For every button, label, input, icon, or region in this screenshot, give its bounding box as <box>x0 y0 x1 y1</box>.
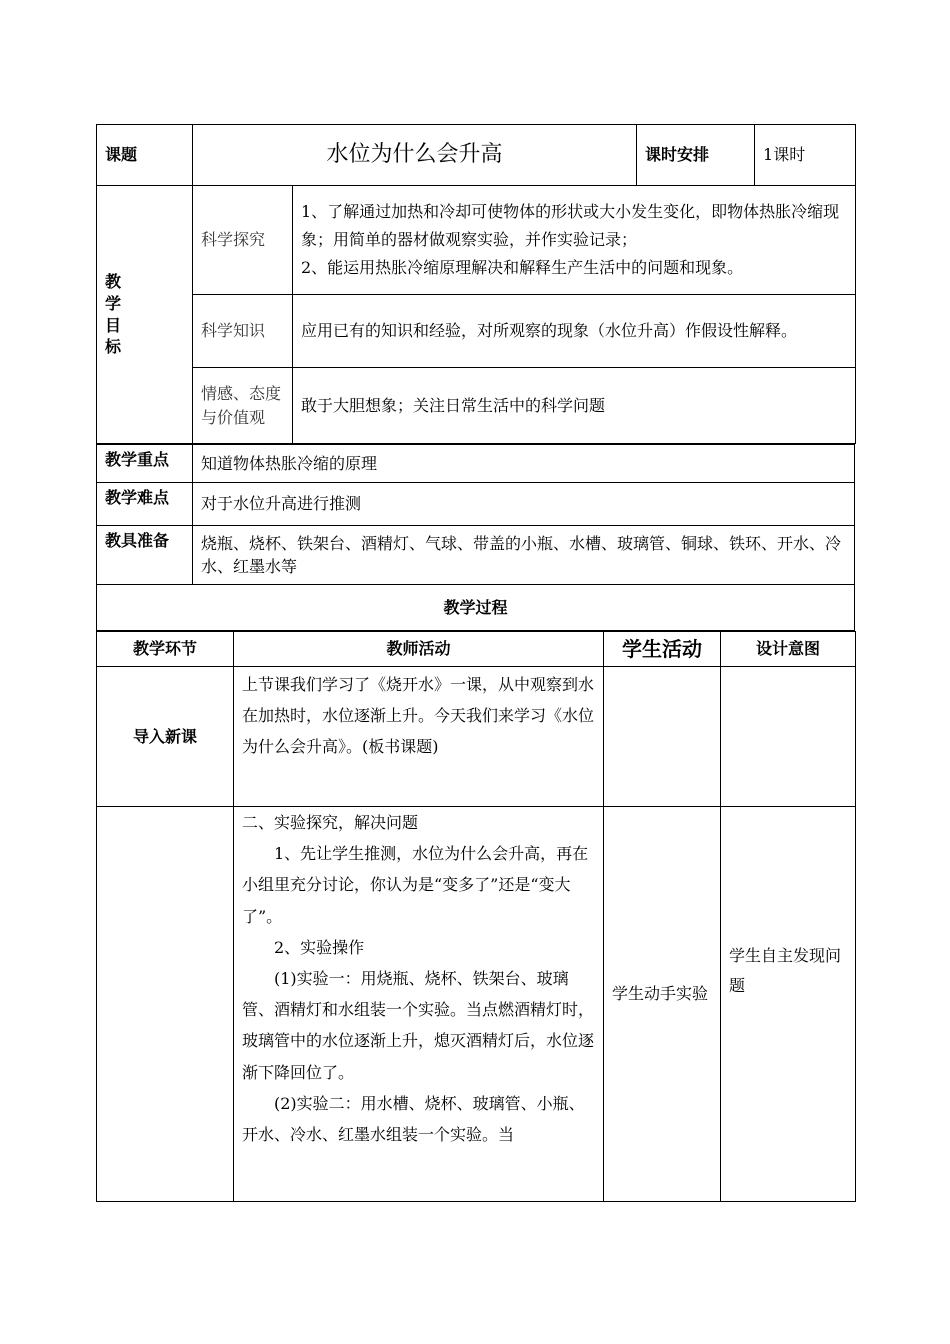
teacher-paragraph: 2、实验操作 <box>274 937 365 957</box>
difficulty-value: 对于水位升高进行推测 <box>193 483 855 526</box>
materials-label: 教具准备 <box>97 526 193 585</box>
lesson-info-table <box>96 124 856 444</box>
page-title: 水位为什么会升高 <box>193 125 637 186</box>
teacher-paragraph: (1)实验一：用烧瓶、烧杯、铁架台、玻璃管、酒精灯和水组装一个实验。当点燃酒精灯时，玻璃管中的水位逐渐上升，熄灭酒精灯后，水位逐渐下降回位了。 <box>242 968 595 1082</box>
difficulty-label: 教学难点 <box>97 483 193 526</box>
key-point-label: 教学重点 <box>97 445 193 483</box>
design-intent <box>721 667 856 807</box>
stage-cell: 导入新课 <box>97 667 234 807</box>
goal-row-knowledge <box>97 295 856 368</box>
goal-row-attitude <box>97 368 856 444</box>
teacher-paragraph: (2)实验二：用水槽、烧杯、玻璃管、小瓶、开水、冷水、红墨水组装一个实验。当 <box>242 1093 585 1144</box>
teacher-paragraph: 1、先让学生推测，水位为什么会升高，再在小组里充分讨论，你认为是“变多了”还是“变大了”。 <box>242 844 589 926</box>
key-point-value: 知道物体热胀冷缩的原理 <box>193 445 855 483</box>
schedule-value: 1课时 <box>755 125 856 186</box>
column-header: 教师活动 <box>234 632 604 667</box>
difficulty-row <box>97 483 855 526</box>
process-title: 教学过程 <box>97 585 855 631</box>
column-header: 设计意图 <box>721 632 856 667</box>
subject-row <box>97 125 856 186</box>
teacher-paragraph: 上节课我们学习了《烧开水》一课，从中观察到水在加热时，水位逐渐上升。今天我们来学习《水位为什么会升高》。(板书课题) <box>242 675 595 757</box>
materials-row <box>97 526 855 585</box>
materials-value: 烧瓶、烧杯、铁架台、酒精灯、气球、带盖的小瓶、水槽、玻璃管、铜球、铁环、开水、冷水、红墨水等 <box>193 526 855 585</box>
teacher-activity <box>234 667 604 807</box>
schedule-label: 课时安排 <box>637 125 755 186</box>
stage-cell <box>97 807 234 1202</box>
lesson-plan-sheet <box>96 124 855 1202</box>
goal-name: 科学知识 <box>193 295 293 368</box>
goal-text: 敢于大胆想象；关注日常生活中的科学问题 <box>293 368 856 444</box>
process-title-row <box>97 585 855 631</box>
goals-label: 教学目标 <box>105 272 122 357</box>
design-intent: 学生自主发现问题 <box>721 807 856 1202</box>
column-header: 教学环节 <box>97 632 234 667</box>
process-header-row <box>97 632 856 667</box>
prep-table <box>96 444 855 631</box>
student-activity <box>604 667 721 807</box>
student-activity: 学生动手实验 <box>604 807 721 1202</box>
goal-name: 科学探究 <box>193 186 293 295</box>
process-table <box>96 631 856 1202</box>
goal-row-inquiry <box>97 186 856 295</box>
key-point-row <box>97 445 855 483</box>
goal-text: 应用已有的知识和经验，对所观察的现象（水位升高）作假设性解释。 <box>293 295 856 368</box>
goal-text: 1、了解通过加热和冷却可使物体的形状或大小发生变化，即物体热胀冷缩现象；用简单的器材做观察实验，并作实验记录； 2、能运用热胀冷缩原理解决和解释生产生活中的问题和现象。 <box>293 186 856 295</box>
goal-name: 情感、态度与价值观 <box>193 368 293 444</box>
table-row <box>97 667 856 807</box>
table-row <box>97 807 856 1202</box>
teacher-activity <box>234 807 604 1202</box>
teacher-paragraph: 二、实验探究，解决问题 <box>242 813 419 832</box>
column-header: 学生活动 <box>604 632 721 667</box>
subject-label: 课题 <box>97 125 193 186</box>
goals-label-cell <box>97 186 193 444</box>
